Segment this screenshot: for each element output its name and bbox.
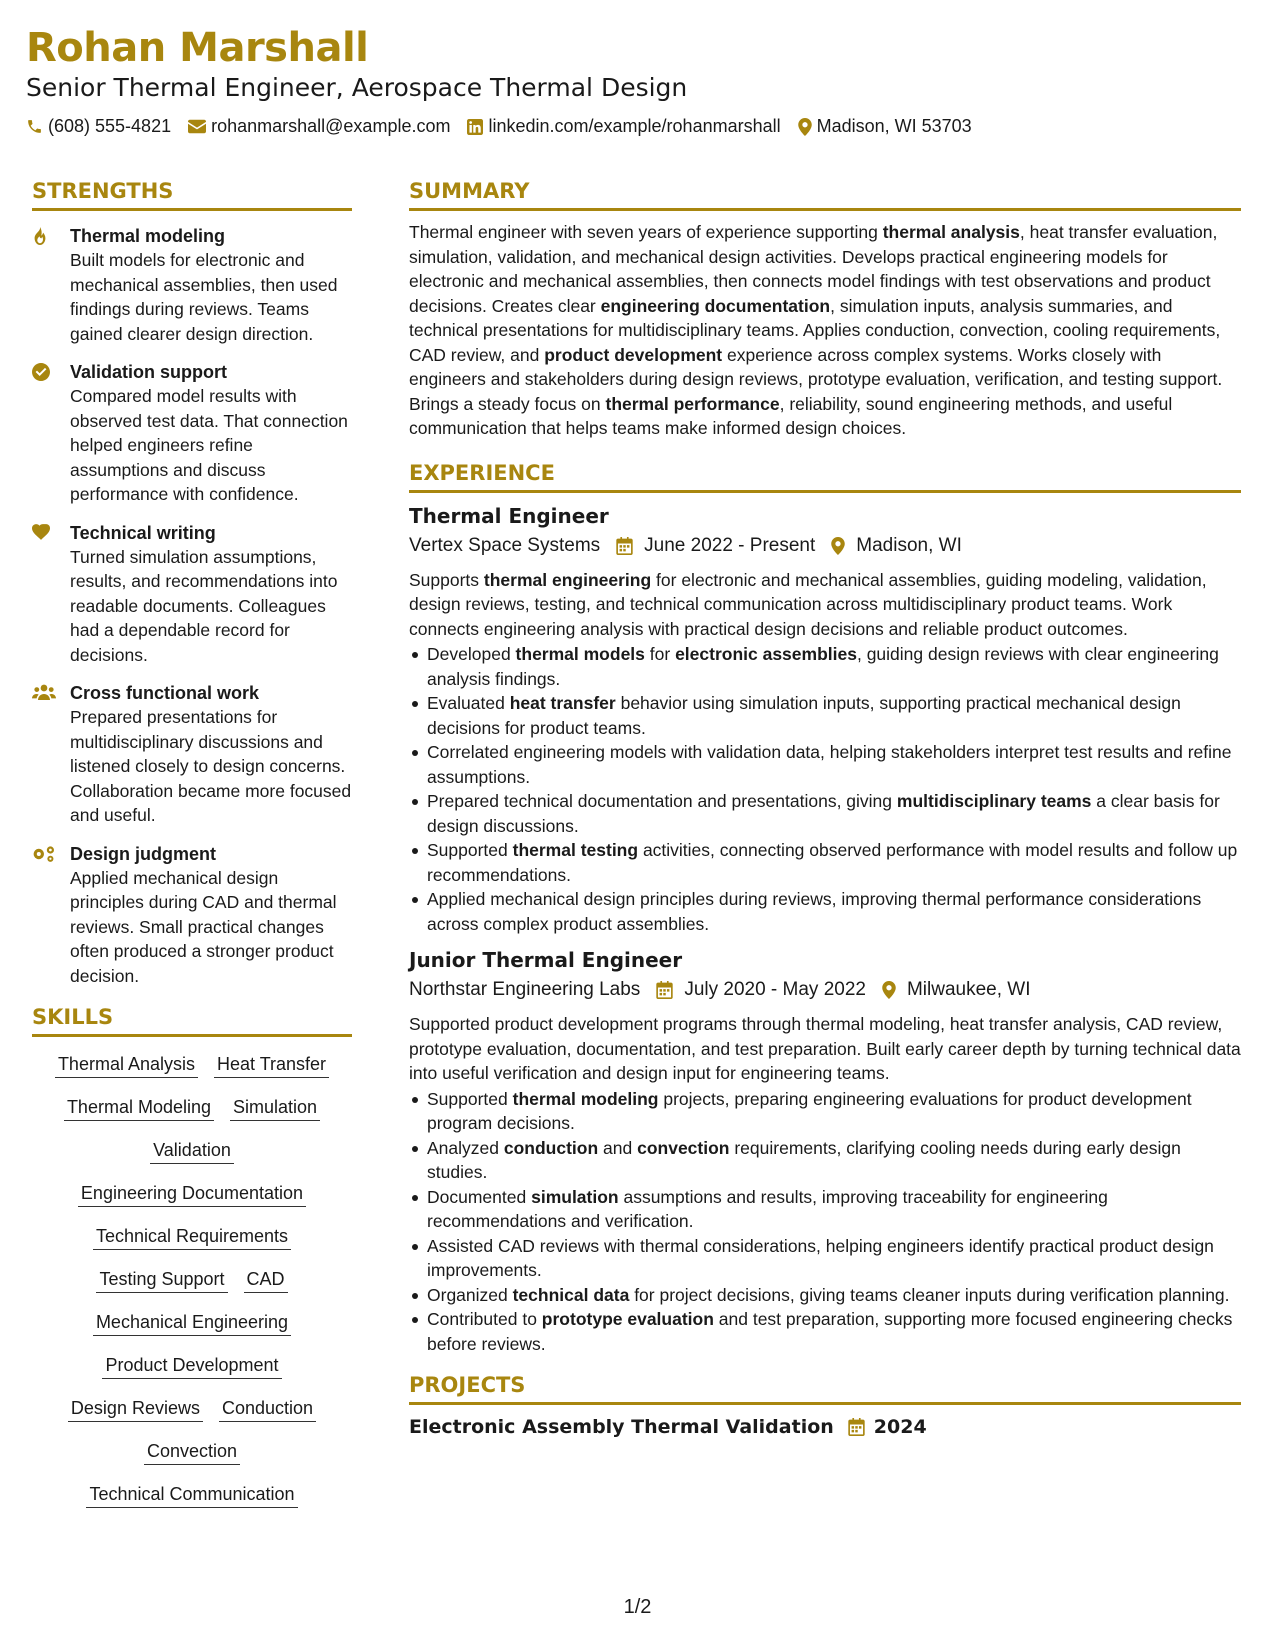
map-pin-icon bbox=[831, 537, 845, 555]
text-segment: experience across complex systems. Works closely with engineers and stakeholders during design reviews, prototype evaluation, verification, and testing support. Brings a steady focus on bbox=[409, 344, 1223, 414]
contact-email[interactable] bbox=[188, 116, 450, 137]
strength-title: Validation support bbox=[70, 362, 228, 382]
bold-keyword: convection bbox=[637, 1137, 730, 1158]
skill-tag: Product Development bbox=[102, 1352, 281, 1379]
job-title: Thermal Engineer bbox=[409, 503, 609, 528]
skill-row bbox=[32, 1438, 352, 1465]
users-icon bbox=[32, 684, 56, 700]
skill-tag: Technical Requirements bbox=[93, 1223, 291, 1250]
job-bullet bbox=[409, 1234, 1241, 1283]
bold-keyword: electronic assemblies bbox=[675, 644, 857, 664]
bold-keyword: thermal modeling bbox=[512, 1088, 659, 1109]
candidate-name: Rohan Marshall bbox=[26, 25, 369, 71]
strength-title: Cross functional work bbox=[70, 683, 260, 703]
bold-keyword: thermal testing bbox=[512, 840, 639, 860]
bold-keyword: heat transfer bbox=[509, 693, 616, 713]
phone-text: (608) 555-4821 bbox=[48, 116, 172, 136]
text-segment: Prepared technical documentation and presentations, giving bbox=[427, 791, 897, 811]
skill-row bbox=[32, 1352, 352, 1379]
skill-row bbox=[32, 1094, 352, 1121]
linkedin-text: linkedin.com/example/rohanmarshall bbox=[488, 116, 781, 136]
bold-keyword: prototype evaluation bbox=[541, 1309, 714, 1329]
job-bullet bbox=[409, 691, 1241, 740]
bold-keyword: product development bbox=[544, 344, 723, 365]
calendar-icon bbox=[616, 537, 633, 555]
linkedin-icon bbox=[467, 119, 483, 135]
skill-row bbox=[32, 1223, 352, 1250]
text-segment: a clear basis for design discussions. bbox=[427, 791, 1220, 836]
text-segment: , guiding design reviews with clear engineering analysis findings. bbox=[427, 644, 1219, 689]
skill-tag: Technical Communication bbox=[86, 1481, 297, 1508]
text-segment: , simulation inputs, analysis summaries, and technical presentations for multidisciplinary teams. Applies conduction, convection, cooling requirements, CAD review, and bbox=[409, 295, 1221, 365]
strengths-heading: STRENGTHS bbox=[32, 176, 352, 211]
text-segment: for bbox=[644, 644, 676, 664]
job-bullet bbox=[409, 887, 1241, 936]
contact-phone[interactable] bbox=[26, 116, 171, 137]
text-segment: Supported product development programs through thermal modeling, heat transfer analysis, CAD review, prototype evaluation, documentation, and test preparation. Built early career depth by turning technical data into useful verification and design input for engineering teams. bbox=[409, 1014, 1241, 1083]
text-segment: Thermal engineer with seven years of experience supporting bbox=[409, 222, 883, 242]
text-segment: requirements, clarifying cooling needs during early design studies. bbox=[427, 1137, 1181, 1182]
skill-tag: Mechanical Engineering bbox=[93, 1309, 291, 1336]
text-segment: Correlated engineering models with validation data, helping stakeholders interpret test results and refine assumptions. bbox=[427, 742, 1232, 787]
skill-row bbox=[32, 1309, 352, 1336]
date-range: July 2020 - May 2022 bbox=[684, 979, 866, 1000]
text-segment: for project decisions, giving teams cleaner inputs during verification planning. bbox=[629, 1284, 1230, 1305]
bold-keyword: simulation bbox=[531, 1186, 619, 1207]
text-segment: projects, preparing engineering evaluations for product development program decisions. bbox=[427, 1088, 1192, 1133]
job-bullet bbox=[409, 1185, 1241, 1234]
date-range: June 2022 - Present bbox=[644, 534, 816, 556]
job-meta bbox=[409, 531, 1241, 561]
projects-heading: PROJECTS bbox=[409, 1370, 1241, 1405]
text-segment: for electronic and mechanical assemblies, guiding modeling, validation, design reviews, testing, and technical communication across multidisciplinary product teams. Work connects engineering analysis with practical design decisions and reliable product outcomes. bbox=[409, 569, 1207, 639]
job-company bbox=[409, 975, 640, 1005]
job-location bbox=[882, 975, 1031, 1005]
text-segment: , heat transfer evaluation, simulation, validation, and mechanical design activities. Develops practical engineering models for electronic and mechanical assemblies, then connects model findings with test observations and product decisions. Creates clear bbox=[409, 222, 1218, 316]
bold-keyword: technical data bbox=[512, 1284, 630, 1305]
skill-row bbox=[32, 1051, 352, 1078]
skill-tag: Thermal Analysis bbox=[55, 1051, 198, 1078]
contact-linkedin[interactable] bbox=[467, 116, 780, 137]
job-bullet bbox=[409, 1136, 1241, 1185]
project-item bbox=[409, 1413, 1241, 1441]
text-segment: Developed bbox=[427, 644, 516, 664]
strength-title: Design judgment bbox=[70, 843, 217, 864]
resume-header bbox=[26, 22, 1246, 137]
strength-item bbox=[32, 521, 352, 668]
job-entry bbox=[409, 946, 1241, 1356]
heart-icon bbox=[32, 524, 50, 540]
skill-tag: Thermal Modeling bbox=[64, 1094, 214, 1121]
job-bullets bbox=[409, 642, 1241, 936]
skill-tag: Simulation bbox=[230, 1094, 320, 1121]
skill-tag: Conduction bbox=[219, 1395, 316, 1422]
company-name: Northstar Engineering Labs bbox=[409, 979, 641, 1000]
skill-tag: Heat Transfer bbox=[214, 1051, 329, 1078]
job-location bbox=[831, 531, 962, 561]
text-segment: and test preparation, supporting more focused engineering checks before reviews. bbox=[427, 1309, 1233, 1354]
check-circle-icon bbox=[32, 363, 50, 381]
map-pin-icon bbox=[798, 118, 812, 136]
job-dates bbox=[656, 975, 866, 1005]
strength-desc: Compared model results with observed test data. That connection helped engineers refine assumptions and discuss performance with confidence. bbox=[70, 386, 348, 504]
job-entry bbox=[409, 502, 1241, 937]
bold-keyword: thermal engineering bbox=[483, 569, 652, 590]
summary-text bbox=[409, 220, 1241, 441]
envelope-icon bbox=[188, 119, 206, 134]
skill-tag: Engineering Documentation bbox=[78, 1180, 306, 1207]
left-column bbox=[32, 176, 352, 1524]
bold-keyword: conduction bbox=[503, 1137, 599, 1158]
job-dates bbox=[616, 531, 815, 561]
skill-row bbox=[32, 1395, 352, 1422]
skill-row bbox=[32, 1266, 352, 1293]
bold-keyword: engineering documentation bbox=[600, 295, 831, 316]
strength-desc: Applied mechanical design principles during CAD and thermal reviews. Small practical changes often produced a stronger product decision. bbox=[70, 867, 337, 986]
right-column bbox=[409, 176, 1241, 1441]
skill-row bbox=[32, 1137, 352, 1164]
job-title: Junior Thermal Engineer bbox=[409, 948, 683, 972]
summary-heading: SUMMARY bbox=[409, 176, 1241, 211]
location-text: Madison, WI bbox=[856, 534, 962, 556]
strengths-list bbox=[32, 224, 352, 988]
skill-tag: Testing Support bbox=[96, 1266, 227, 1293]
skill-tag: Validation bbox=[150, 1137, 234, 1164]
calendar-icon bbox=[848, 1418, 865, 1436]
text-segment: , reliability, sound engineering methods, and useful communication that helps teams make informed design choices. bbox=[409, 393, 1173, 438]
job-bullet bbox=[409, 642, 1241, 691]
bold-keyword: thermal analysis bbox=[882, 222, 1020, 242]
location-text: Milwaukee, WI bbox=[906, 979, 1031, 1000]
location-text: Madison, WI 53703 bbox=[816, 116, 972, 136]
phone-icon bbox=[26, 118, 43, 135]
skill-tag: Convection bbox=[144, 1438, 240, 1465]
job-description bbox=[409, 568, 1241, 642]
strength-title: Thermal modeling bbox=[70, 226, 226, 246]
bold-keyword: thermal models bbox=[515, 644, 645, 664]
text-segment: Organized bbox=[427, 1284, 513, 1305]
text-segment: Documented bbox=[427, 1186, 532, 1207]
job-description bbox=[409, 1012, 1241, 1086]
flame-icon bbox=[32, 227, 48, 245]
text-segment: Contributed to bbox=[427, 1309, 542, 1329]
experience-heading: EXPERIENCE bbox=[409, 458, 1241, 493]
experience-list bbox=[409, 502, 1241, 1357]
text-segment: Supported bbox=[427, 1088, 513, 1109]
project-title: Electronic Assembly Thermal Validation bbox=[409, 1416, 834, 1438]
strength-item bbox=[32, 842, 352, 989]
strength-desc: Prepared presentations for multidisciplinary discussions and listened closely to design concerns. Collaboration became more focused and useful. bbox=[70, 707, 352, 825]
job-bullet bbox=[409, 838, 1241, 887]
company-name: Vertex Space Systems bbox=[409, 534, 601, 556]
text-segment: behavior using simulation inputs, supporting practical mechanical design decisions for product teams. bbox=[427, 693, 1181, 738]
job-meta bbox=[409, 975, 1241, 1005]
map-pin-icon bbox=[882, 981, 896, 999]
text-segment: and bbox=[598, 1137, 638, 1158]
job-bullet bbox=[409, 1087, 1241, 1136]
job-company bbox=[409, 531, 600, 561]
text-segment: Analyzed bbox=[427, 1137, 504, 1158]
job-bullet bbox=[409, 1307, 1241, 1356]
gears-icon bbox=[32, 845, 56, 863]
contact-location bbox=[798, 116, 972, 137]
calendar-icon bbox=[656, 981, 673, 999]
text-segment: Supported bbox=[427, 840, 513, 860]
skill-tag: CAD bbox=[244, 1266, 288, 1293]
skills-heading: SKILLS bbox=[32, 1002, 352, 1037]
job-bullet bbox=[409, 789, 1241, 838]
strength-desc: Turned simulation assumptions, results, and recommendations into readable documents. Colleagues had a dependable record for decisions. bbox=[70, 546, 338, 665]
job-bullets bbox=[409, 1087, 1241, 1357]
text-segment: activities, connecting observed performance with model results and follow up recommendations. bbox=[427, 840, 1238, 885]
job-bullet bbox=[409, 1283, 1241, 1308]
skill-tag: Design Reviews bbox=[68, 1395, 203, 1422]
text-segment: Supports bbox=[409, 569, 484, 590]
text-segment: Applied mechanical design principles during reviews, improving thermal performance considerations across complex product assemblies. bbox=[427, 889, 1202, 934]
skill-row bbox=[32, 1481, 352, 1508]
text-segment: Evaluated bbox=[427, 693, 510, 713]
project-year: 2024 bbox=[873, 1416, 927, 1438]
skills-list bbox=[32, 1051, 352, 1524]
strength-desc: Built models for electronic and mechanical assemblies, then used findings during reviews. Teams gained clearer design direction. bbox=[70, 250, 338, 344]
bold-keyword: multidisciplinary teams bbox=[896, 791, 1092, 811]
contact-bar bbox=[26, 116, 1246, 137]
text-segment: assumptions and results, improving traceability for engineering recommendations and verification. bbox=[427, 1186, 1108, 1231]
candidate-role: Senior Thermal Engineer, Aerospace Thermal Design bbox=[26, 73, 688, 102]
bold-keyword: thermal performance bbox=[605, 393, 780, 414]
strength-item bbox=[32, 681, 352, 828]
strength-item bbox=[32, 224, 352, 346]
strength-item bbox=[32, 360, 352, 507]
strength-title: Technical writing bbox=[70, 522, 216, 543]
page-number: 1/2 bbox=[623, 1596, 652, 1618]
text-segment: Assisted CAD reviews with thermal considerations, helping engineers identify practical product design improvements. bbox=[427, 1235, 1214, 1280]
job-bullet bbox=[409, 740, 1241, 789]
skill-row bbox=[32, 1180, 352, 1207]
email-text: rohanmarshall@example.com bbox=[211, 116, 451, 136]
